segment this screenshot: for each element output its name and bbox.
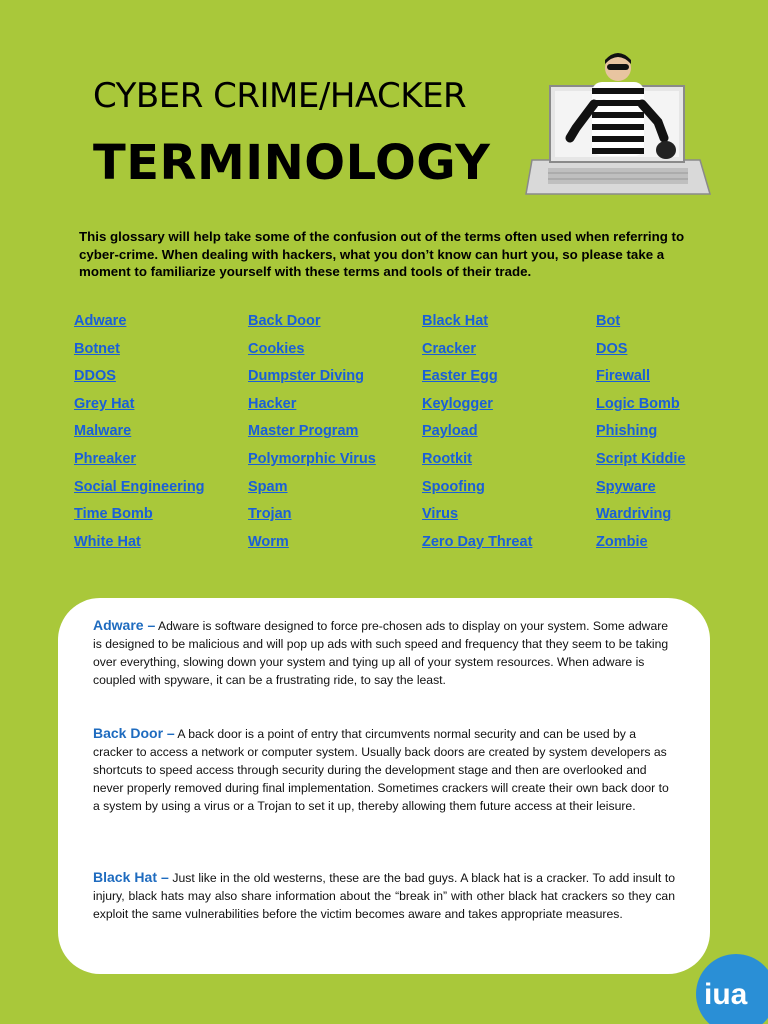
term-link[interactable]: Time Bomb: [74, 506, 153, 523]
term-link[interactable]: Zero Day Threat: [422, 533, 533, 550]
term-link[interactable]: Phishing: [596, 423, 658, 440]
term-link[interactable]: Master Program: [248, 423, 359, 440]
term-link[interactable]: Phreaker: [74, 450, 137, 467]
definition-text: Just like in the old westerns, these are the bad guys. A black hat is a cracker. To add insult to injury, black hats may also share information about the “break in” with other black hat crackers so they can exploit the same vulnerabilities before the victim becomes aware and takes appropriate measures.: [93, 871, 676, 921]
term-link[interactable]: Cookies: [248, 340, 305, 357]
term-link[interactable]: Logic Bomb: [596, 395, 680, 412]
term-link[interactable]: Social Engineering: [74, 478, 205, 495]
term-link[interactable]: White Hat: [74, 533, 141, 550]
term-link[interactable]: Black Hat: [422, 313, 489, 329]
term-link[interactable]: Easter Egg: [422, 368, 498, 385]
term-link[interactable]: Trojan: [248, 506, 292, 523]
definition-black-hat: [93, 868, 675, 923]
term-link[interactable]: Hacker: [248, 395, 297, 412]
term-link[interactable]: Spam: [248, 478, 288, 495]
definition-text: A back door is a point of entry that circumvents normal security and can be used by a cracker to access a network or computer system. Usually back doors are created by system developers as shortcuts to speed access through security during the development stage and then are overlooked and never properly removed during final implementation. Sometimes crackers will create their own back door to a system by using a virus or a Trojan to set it up, thereby allowing them future access at their leisure.: [93, 727, 669, 813]
logo-text: iua: [704, 978, 748, 1011]
term-index: [74, 310, 724, 558]
term-link[interactable]: Dumpster Diving: [248, 368, 365, 385]
term-link[interactable]: Keylogger: [422, 395, 493, 412]
term-link[interactable]: Botnet: [74, 340, 120, 357]
definition-term: Adware –: [93, 617, 156, 633]
term-link[interactable]: Polymorphic Virus: [248, 450, 376, 467]
term-link[interactable]: Adware: [74, 313, 127, 329]
term-link[interactable]: Rootkit: [422, 450, 472, 467]
term-link[interactable]: Wardriving: [596, 506, 672, 523]
definition-back-door: [93, 724, 675, 815]
hacker-laptop-illustration: [524, 48, 714, 198]
term-link[interactable]: Virus: [422, 506, 459, 523]
page-title-line-2: TERMINOLOGY: [93, 135, 491, 191]
definition-term: Black Hat –: [93, 869, 169, 885]
definition-term: Back Door –: [93, 725, 175, 741]
term-link[interactable]: Grey Hat: [74, 395, 135, 412]
term-link[interactable]: Spyware: [596, 478, 656, 495]
term-link[interactable]: Firewall: [596, 368, 650, 385]
term-link[interactable]: Worm: [248, 533, 289, 550]
term-link[interactable]: Spoofing: [422, 478, 485, 495]
term-link[interactable]: DOS: [596, 340, 628, 357]
term-link[interactable]: Back Door: [248, 313, 321, 329]
page-title-line-1: CYBER CRIME/HACKER: [93, 76, 467, 116]
term-link[interactable]: DDOS: [74, 368, 116, 385]
definition-adware: [93, 616, 675, 689]
term-link[interactable]: Bot: [596, 313, 621, 329]
intro-paragraph: This glossary will help take some of the confusion out of the terms often used when referring to cyber-crime. When dealing with hackers, what you don’t know can hurt you, so please take a moment to familiarize yourself with these terms and tools of their trade.: [79, 229, 685, 279]
term-link[interactable]: Zombie: [596, 533, 648, 550]
term-link[interactable]: Malware: [74, 423, 132, 440]
iua-logo: [694, 952, 768, 1024]
term-link[interactable]: Script Kiddie: [596, 450, 686, 467]
term-link[interactable]: Cracker: [422, 340, 477, 357]
term-link[interactable]: Payload: [422, 423, 478, 440]
definition-text: Adware is software designed to force pre-chosen ads to display on your system. Some adware is designed to be malicious and will pop up ads with such speed and frequency that they seem to be taking over everything, slowing down your system and tying up all of your system resources. When adware is coupled with spyware, it can be a frustrating ride, to say the least.: [93, 619, 669, 687]
